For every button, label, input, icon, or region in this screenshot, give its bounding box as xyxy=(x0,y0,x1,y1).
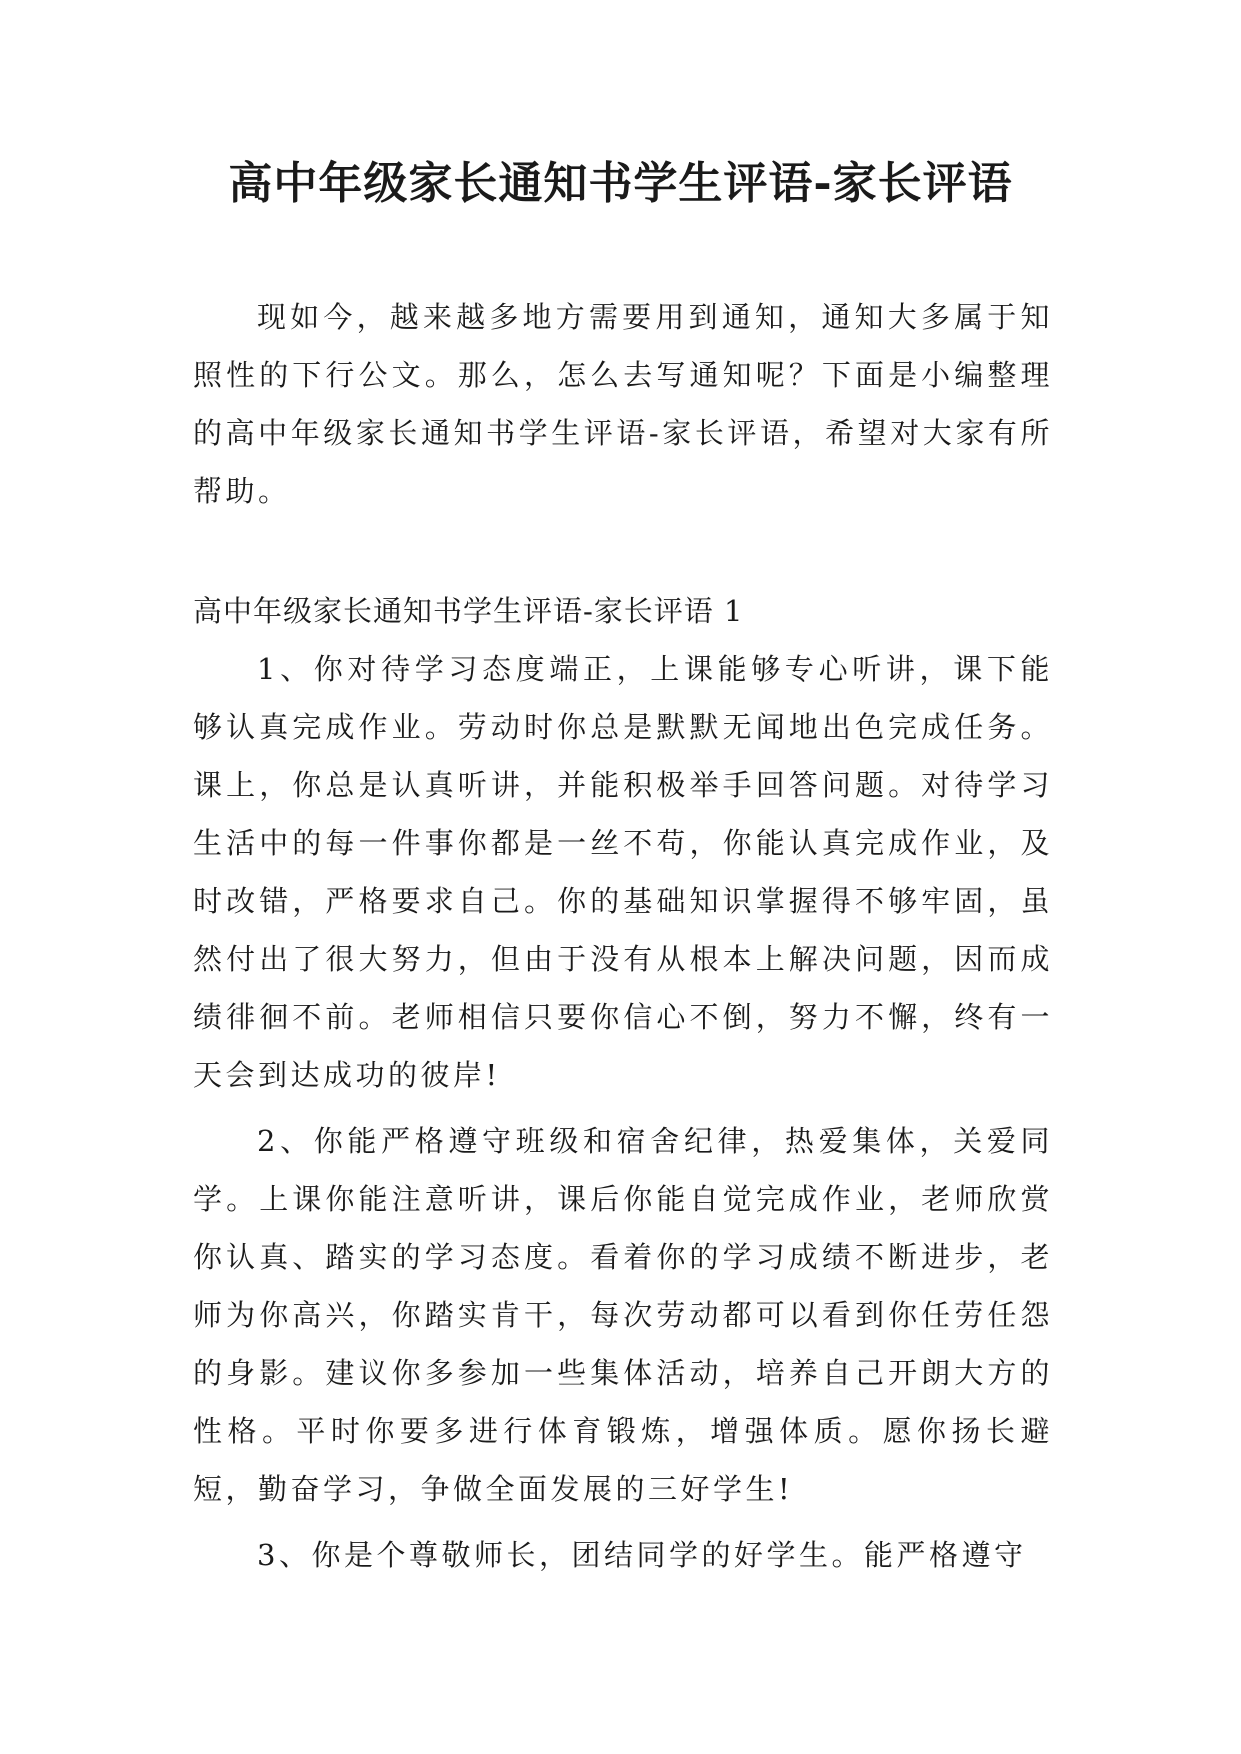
comment-item-2: 2、你能严格遵守班级和宿舍纪律，热爱集体，关爱同学。上课你能注意听讲，课后你能自觉完成作业，老师欣赏你认真、踏实的学习态度。看着你的学习成绩不断进步，老师为你高兴，你踏实肯干，每次劳动都可以看到你任劳任怨的身影。建议你多参加一些集体活动，培养自己开朗大方的性格。平时你要多进行体育锻炼，增强体质。愿你扬长避短，勤奋学习，争做全面发展的三好学生! xyxy=(193,1124,1053,1506)
intro-paragraph: 现如今，越来越多地方需要用到通知，通知大多属于知照性的下行公文。那么，怎么去写通知呢？下面是小编整理的高中年级家长通知书学生评语-家长评语，希望对大家有所帮助。 xyxy=(193,300,1053,508)
document-title: 高中年级家长通知书学生评语-家长评语 xyxy=(228,158,1013,209)
comment-item-1: 1、你对待学习态度端正，上课能够专心听讲，课下能够认真完成作业。劳动时你总是默默无闻地出色完成任务。课上，你总是认真听讲，并能积极举手回答问题。对待学习生活中的每一件事你都是一丝不苟，你能认真完成作业，及时改错，严格要求自己。你的基础知识掌握得不够牢固，虽然付出了很大努力，但由于没有从根本上解决问题，因而成绩徘徊不前。老师相信只要你信心不倒，努力不懈，终有一天会到达成功的彼岸! xyxy=(193,652,1053,1092)
section-heading: 高中年级家长通知书学生评语-家长评语 1 xyxy=(193,594,744,628)
document-body xyxy=(193,288,1053,1592)
comment-item-3: 3、你是个尊敬师长，团结同学的好学生。能严格遵守 xyxy=(257,1538,1027,1572)
